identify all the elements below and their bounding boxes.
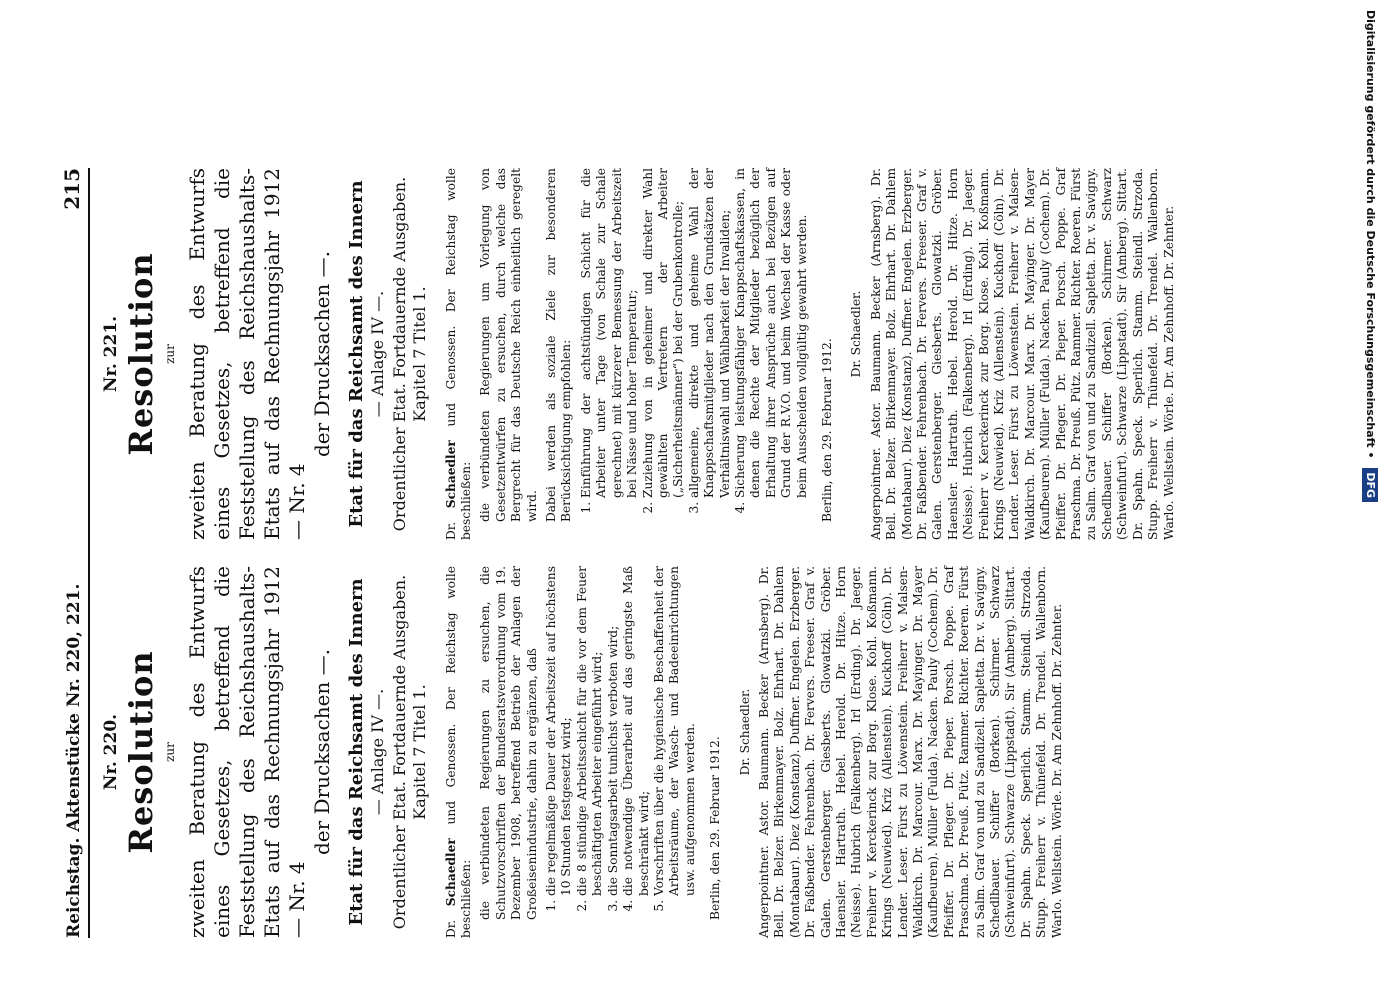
motion-item: 2. die 8 stündige Arbeitsschicht für die vor dem Feuer beschäftigten Arbeiter eingeführt wird; [575, 566, 606, 896]
page-content [60, 168, 1330, 938]
dfg-note-text [1359, 10, 1381, 730]
ord-line-2: Kapitel 7 Titel 1. [409, 684, 429, 820]
motion-item: 1. Einführung der achtstündigen Schicht für die Arbeiter unter Tage (von Schale zur Schale gerechnet) mit kürzerer Bemessung der Arbeitszeit bei Nässe und hoher Temperatur; [579, 168, 641, 498]
dfg-badge: DFG [1362, 468, 1378, 502]
doc-number: Nr. 221. [101, 315, 121, 393]
etat-heading: Etat für das Reichsamt des Innern [345, 578, 367, 926]
lead-name: Schaedler [443, 838, 458, 907]
co-signers: Angerpointner. Astor. Baumann. Becker (Arnsberg). Dr. Bell. Dr. Belzer. Birkenmayer. Bolz. Ehrhart. Dr. Dahlem (Montabaur). Diez (Konstanz). Duffner. Engelen. Erzberger. Dr. Faßbender. Fehrenbach. Dr. Fervers. Freeser. Graf v. Galen. Gerstenberger. Giesberts. Glowatzki. Gröber. Haensler. Hartrath. Hebel. Herold. Dr. Hitze. Horn (Neisse). Hubrich (Falkenberg). Irl (Erding). Dr. Jaeger. Freiherr v. Kerckerinck zur Borg. Klose. Kohl. Koßmann. Krings (Neuwied). Kriz (Allenstein). Kuckhoff (Cöln). Dr. Lender. Leser. Fürst zu Löwenstein. Freiherr v. Malsen-Waldkirch. Dr. Marcour. Marx. Dr. Mayinger. Dr. Mayer (Kaufbeuren). Müller (Fulda). Nacken. Pauly (Cochem). Dr. Pfeiffer. Dr. Pfleger. Dr. Pieper. Porsch. Poppe. Graf Praschma. Dr. Preuß. Pütz. Rammer. Richter. Roeren. Fürst zu Salm. Graf von und zu Sandizell. Sapletta. Dr. v. Savigny. Schedlbauer. Schiffer (Borken). Schirmer. Schwarz (Schweinfurt). Schwarze (Lippstadt). Sir (Amberg). Sittart. Dr. Spahn. Speck. Sperlich. Stamm. Steindl. Strzoda. Stupp. Freiherr v. Thünefeld. Dr. Trendel. Wallenborn. Warlo. Wellstein. Wörle. Dr. Am Zehnhoff. Dr. Zehnter. [756, 566, 1064, 938]
lead-rest: und Genossen. Der Reichstag wolle beschließen: [443, 168, 474, 540]
ordentlicher-etat [390, 566, 430, 938]
motion-item: 5. Vorschriften über die hygienische Beschaffenheit der Arbeitsräume, der Wasch- und Badeeinrichtungen usw. aufgenommen werden. [652, 566, 698, 896]
motion-intro: die verbündeten Regierungen um Vorlegung von Gesetzentwürfen zu ersuchen, durch welche das Bergrecht für das Deutsche Reich einheitlich geregelt wird. [478, 168, 539, 522]
motion-items [579, 168, 810, 540]
motion-item: 1. die regelmäßige Dauer der Arbeitszeit auf höchstens 10 Stunden festgesetzt wird; [544, 566, 575, 896]
lead-prefix: Dr. [443, 521, 458, 540]
doc-title: Resolution [122, 650, 161, 854]
anlage-heading: — Anlage IV —. [368, 688, 388, 816]
ord-line-1: Ordentlicher Etat. Fortdauernde Ausgaben. [389, 176, 409, 532]
doc-subject-text: zweiten Beratung des Entwurfs eines Gesetzes, betreffend die Feststellung des Reichshaushalts-Etats auf das Rechnungsjahr 1912 — Nr. 4 [184, 168, 309, 540]
doc-subject-end: der Drucksachen —. [309, 250, 334, 458]
dfg-note-label: Digitalisierung gefördert durch die Deutsche Forschungsgemeinschaft • [1364, 10, 1377, 459]
doc-subject-text: zweiten Beratung des Entwurfs eines Gesetzes, betreffend die Feststellung des Reichshaushalts-Etats auf das Rechnungsjahr 1912 — Nr. 4 [184, 566, 309, 938]
running-head [60, 168, 90, 938]
doc-subject-end: der Drucksachen —. [309, 648, 334, 856]
motion-item: 4. Sicherung leistungsfähiger Knappschaftskassen, in denen die Rechte der Mitglieder bezüglich der Erhaltung ihrer Ansprüche auch bei Bezügen auf Grund der R.V.O. und beim Wechsel der Kasse oder beim Ausscheiden vollgültig gewahrt werden. [733, 168, 810, 498]
motion-item: 2. Zuziehung von in geheimer und direkter Wahl gewählten Vertretern der Arbeiter („Sicherheitsmänner“) bei der Grubenkontrolle; [641, 168, 687, 498]
date-line: Berlin, den 29. Februar 1912. [708, 736, 723, 920]
motion-intro-2: Dabei werden als soziale Ziele zur besonderen Berücksichtigung empfohlen: [544, 168, 574, 522]
co-signers: Angerpointner. Astor. Baumann. Becker (Arnsberg). Dr. Bell. Dr. Belzer. Birkenmayer. Bolz. Ehrhart. Dr. Dahlem (Montabaur). Diez (Konstanz). Duffner. Engelen. Erzberger. Dr. Faßbender. Fehrenbach. Dr. Fervers. Freeser. Graf v. Galen. Gerstenberger. Giesberts. Glowatzki. Gröber. Haensler. Hartrath. Hebel. Herold. Dr. Hitze. Horn (Neisse). Hubrich (Falkenberg). Irl (Erding). Dr. Jaeger. Freiherr v. Kerckerinck zur Borg. Klose. Kohl. Koßmann. Krings (Neuwied). Kriz (Allenstein). Kuckhoff (Cöln). Dr. Lender. Leser. Fürst zu Löwenstein. Freiherr v. Malsen-Waldkirch. Dr. Marcour. Marx. Dr. Mayinger. Dr. Mayer (Kaufbeuren). Müller (Fulda). Nacken. Pauly (Cochem). Dr. Pfeiffer. Dr. Pfleger. Dr. Pieper. Porsch. Poppe. Graf Praschma. Dr. Preuß. Pütz. Rammer. Richter. Roeren. Fürst zu Salm. Graf von und zu Sandizell. Sapletta. Dr. v. Savigny. Schedlbauer. Schiffer (Borken). Schirmer. Schwarz (Schweinfurt). Schwarze (Lippstadt). Sir (Amberg). Sittart. Dr. Spahn. Speck. Sperlich. Stamm. Steindl. Strzoda. Stupp. Freiherr v. Thünefeld. Dr. Trendel. Wallenborn. Warlo. Wellstein. Wörle. Dr. Am Zehnhoff. Dr. Zehnter. [868, 168, 1176, 540]
doc-number: Nr. 220. [101, 713, 121, 791]
lead-name: Schaedler [443, 440, 458, 509]
lead-rest: und Genossen. Der Reichstag wolle beschließen: [443, 566, 474, 938]
motion-item: 3. die Sonntagsarbeit tunlichst verboten wird; [606, 566, 621, 896]
motion-lead [444, 168, 475, 540]
doc-zur: zur [163, 344, 178, 364]
doc-title: Resolution [122, 252, 161, 456]
date-line: Berlin, den 29. Februar 1912. [819, 338, 834, 522]
dfg-side-note [1359, 10, 1381, 730]
document-nr-221 [101, 168, 1324, 540]
lead-prefix: Dr. [443, 919, 458, 938]
motion-item: 4. die notwendige Überarbeit auf das geringste Maß beschränkt wird; [621, 566, 652, 896]
doc-subject [185, 566, 335, 938]
columns [101, 168, 1324, 938]
motion-item: 3. allgemeine, direkte und geheime Wahl der Knappschaftsmitglieder nach den Grundsätzen der Verhältniswahl und Wählbarkeit der Invaliden; [687, 168, 733, 498]
rotated-page [0, 140, 1383, 1000]
anlage-heading: — Anlage IV —. [368, 290, 388, 418]
etat-heading: Etat für das Reichsamt des Innern [345, 180, 367, 528]
motion-intro: die verbündeten Regierungen zu ersuchen, die Schutzvorschriften der Bundesratsverordnung vom 19. Dezember 1908, betreffend Betrieb der Anlagen der Großeisenindustrie, dahin zu ergänzen, daß [478, 566, 539, 920]
page-number: 215 [60, 168, 84, 210]
motion-lead [444, 566, 475, 938]
signature: Dr. Schaedler. [737, 688, 752, 776]
ord-line-1: Ordentlicher Etat. Fortdauernde Ausgaben. [389, 574, 409, 930]
document-nr-220 [101, 566, 1324, 938]
doc-zur: zur [163, 742, 178, 762]
ord-line-2: Kapitel 7 Titel 1. [409, 286, 429, 422]
motion-items [544, 566, 698, 938]
running-head-title: Reichstag. Aktenstücke Nr. 220, 221. [64, 583, 84, 938]
doc-subject [185, 168, 335, 540]
signature: Dr. Schaedler. [849, 290, 864, 378]
ordentlicher-etat [390, 168, 430, 540]
